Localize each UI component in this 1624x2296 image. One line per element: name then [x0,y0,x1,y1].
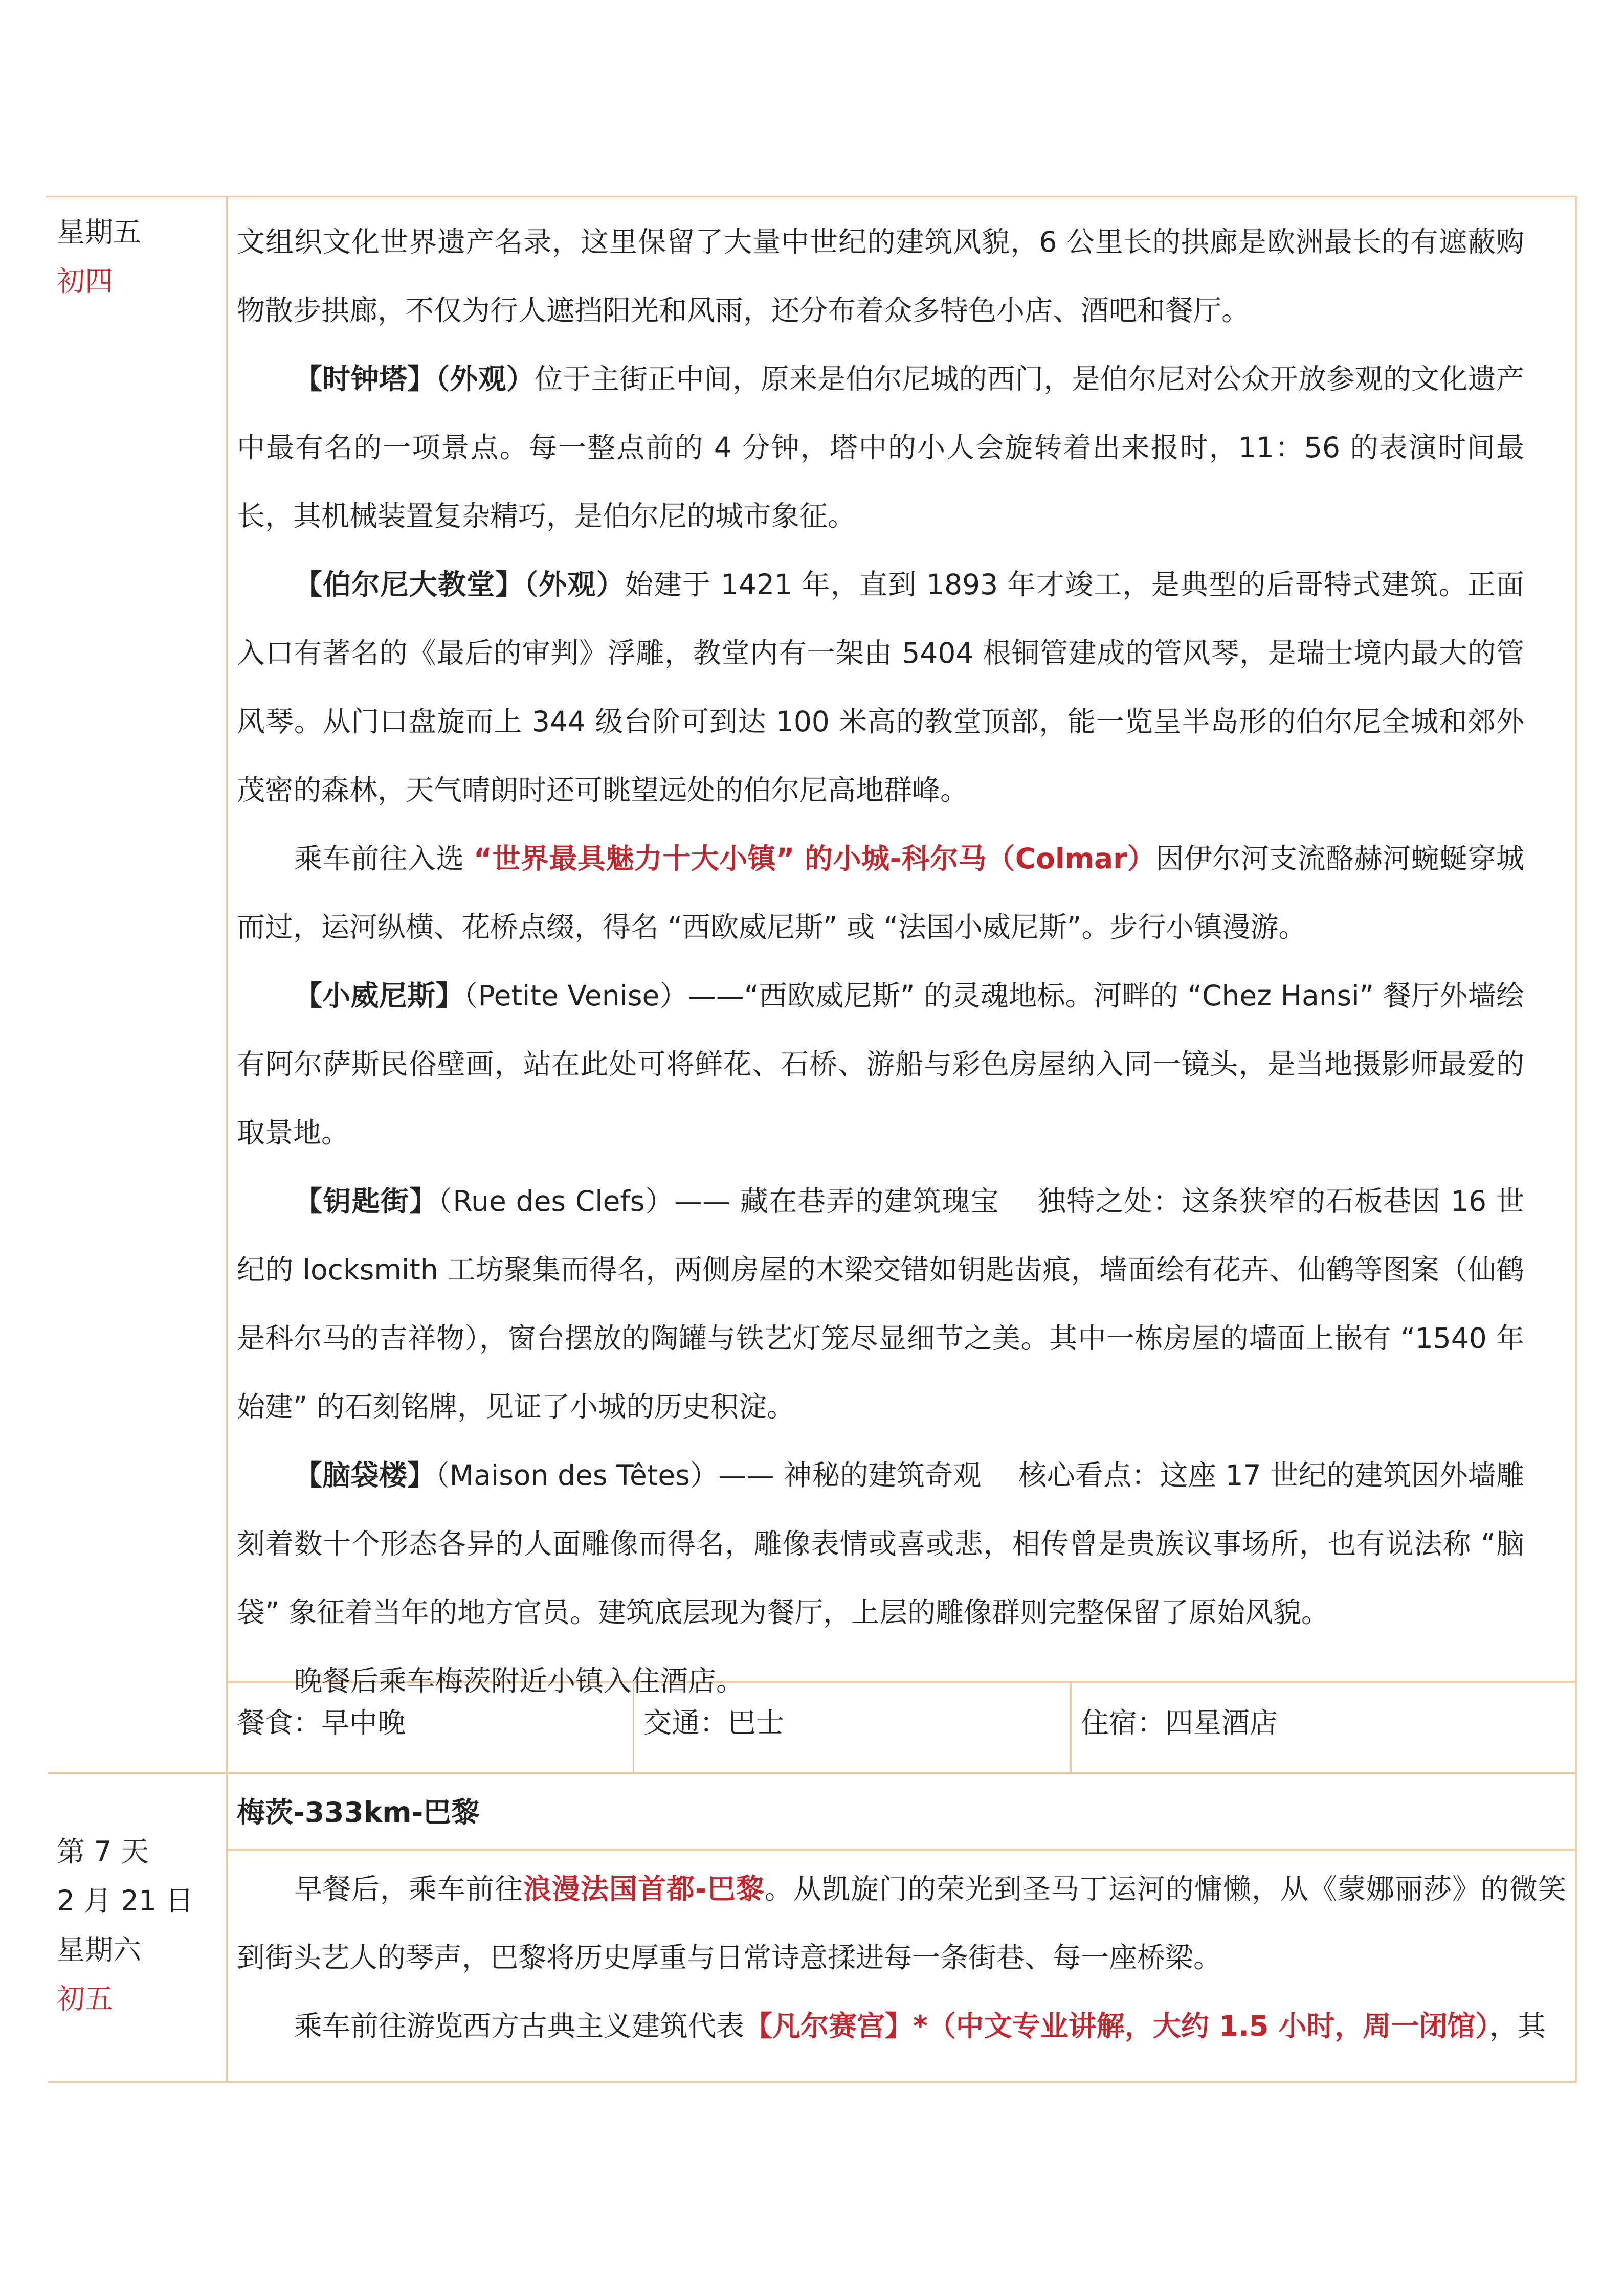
colmar-highlight: “世界最具魅力十大小镇” 的小城-科尔马（Colmar） [473,842,1156,875]
day6-weekday: 星期五 [57,216,142,249]
day7-route-title: 梅茨-333km-巴黎 [228,1774,1577,1851]
day7-date-cell [48,1774,228,2083]
day6-description-cell [228,197,1577,1697]
rue-des-clefs-name: 【钥匙街】 [294,1185,438,1218]
paris-highlight: 浪漫法国首都-巴黎 [523,1873,765,1905]
day6-paragraph-rue-des-clefs [237,1167,1524,1441]
paris-prefix: 早餐后，乘车前往 [294,1873,524,1905]
transport-cell: 交通：巴士 [634,1683,1072,1774]
meals-cell: 餐食：早中晚 [228,1683,634,1774]
day6-paragraph-cathedral [237,550,1524,824]
day6-lunar-date: 初四 [57,265,114,298]
day7-paragraph-paris [237,1851,1566,1992]
day6-paragraph-colmar [237,824,1524,961]
colmar-prefix: 乘车前往入选 [294,842,474,875]
day6-paragraph-clock-tower [237,345,1524,550]
day7-date: 2 月 21 日 [57,1884,194,1917]
day7-paragraph-versailles [237,1992,1566,2060]
day7-weekday: 星期六 [57,1933,142,1966]
itinerary-table [46,196,1577,2042]
colmar-text: 因伊尔河支流酪赫河蜿蜒穿城而过，运河纵横、花桥点缀，得名 “西欧威尼斯” 或 “法国小威尼斯”。步行小镇漫游。 [237,842,1524,943]
cathedral-name: 【伯尔尼大教堂】（外观） [294,568,625,601]
day6-paragraph-evening: 晚餐后乘车梅茨附近小镇入住酒店。 [294,1664,745,1697]
clock-tower-name: 【时钟塔】（外观） [294,363,535,395]
maison-des-tetes-name: 【脑袋楼】 [294,1459,436,1492]
versailles-text: ，其 [1489,2010,1546,2042]
hotel-cell: 住宿：四星酒店 [1072,1683,1577,1774]
versailles-highlight: 【凡尔赛宫】*（中文专业讲解，大约 1.5 小时，周一闭馆） [744,2010,1490,2042]
day6-paragraph-intro: 文组织文化世界遗产名录，这里保留了大量中世纪的建筑风貌，6 公里长的拱廊是欧洲最长的有遮蔽购物散步拱廊，不仅为行人遮挡阳光和风雨，还分布着众多特色小店、酒吧和餐厅。 [237,226,1524,327]
day6-date-cell [48,197,228,1774]
versailles-prefix: 乘车前往游览西方古典主义建筑代表 [294,2010,745,2042]
petite-venise-name: 【小威尼斯】 [294,979,464,1012]
day6-paragraph-maison-des-tetes [237,1441,1524,1647]
day7-lunar-date: 初五 [57,1983,114,2015]
day7-day-number: 第 7 天 [57,1835,149,1868]
cathedral-text: 始建于 1421 年，直到 1893 年才竣工，是典型的后哥特式建筑。正面入口有著名的《最后的审判》浮雕，教堂内有一架由 5404 根铜管建成的管风琴，是瑞士境内最大的管风琴。从门口盘旋而上 344 级台阶可到达 100 米高的教堂顶部，能一览呈半岛形的伯尔尼全城和郊外茂密的森林，天气晴朗时还可眺望远处的伯尔尼高地群峰。 [237,568,1524,806]
clock-tower-text: 位于主街正中间，原来是伯尔尼城的西门，是伯尔尼对公众开放参观的文化遗产中最有名的一项景点。每一整点前的 4 分钟，塔中的小人会旋转着出来报时，11：56 的表演时间最长，其机械装置复杂精巧，是伯尔尼的城市象征。 [237,363,1524,532]
day7-description-cell [228,1851,1577,2083]
petite-venise-text: （Petite Venise）——“西欧威尼斯” 的灵魂地标。河畔的 “Chez Hansi” 餐厅外墙绘有阿尔萨斯民俗壁画，站在此处可将鲜花、石桥、游船与彩色房屋纳入同一镜头，是当地摄影师最爱的取景地。 [237,979,1524,1149]
paris-text: 。从凯旋门的荣光到圣马丁运河的慵懒，从《蒙娜丽莎》的微笑到街头艺人的琴声，巴黎将历史厚重与日常诗意揉进每一条街巷、每一座桥梁。 [237,1873,1566,1974]
maison-des-tetes-text: （Maison des Têtes）—— 神秘的建筑奇观 核心看点：这座 17 世纪的建筑因外墙雕刻着数十个形态各异的人面雕像而得名，雕像表情或喜或悲，相传曾是贵族议事场所，也有说法称 “脑袋” 象征着当年的地方官员。建筑底层现为餐厅，上层的雕像群则完整保留了原始风貌。 [237,1459,1524,1629]
day6-paragraph-petite-venise [237,961,1524,1167]
rue-des-clefs-text: （Rue des Clefs）—— 藏在巷弄的建筑瑰宝 独特之处：这条狭窄的石板巷因 16 世纪的 locksmith 工坊聚集而得名，两侧房屋的木梁交错如钥匙齿痕，墙面绘有花卉、仙鹤等图案（仙鹤是科尔马的吉祥物），窗台摆放的陶罐与铁艺灯笼尽显细节之美。其中一栋房屋的墙面上嵌有 “1540 年始建” 的石刻铭牌，见证了小城的历史积淀。 [237,1185,1524,1423]
